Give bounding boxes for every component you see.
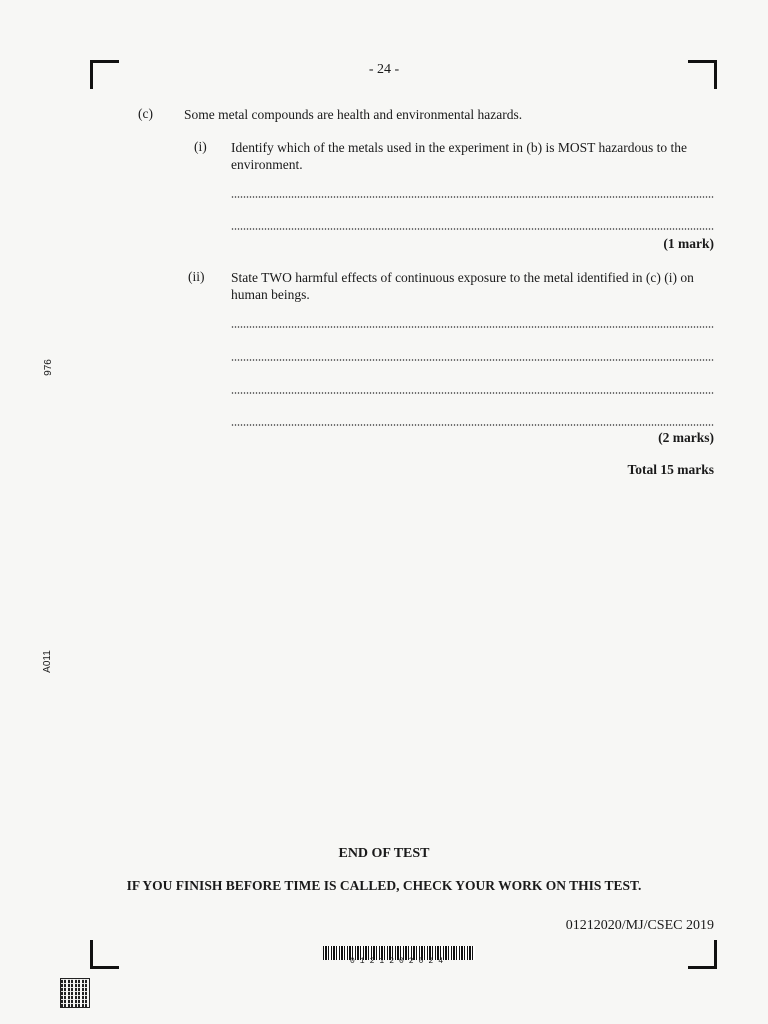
answer-line-ii-3[interactable] — [231, 392, 714, 394]
answer-line-ii-1[interactable] — [231, 326, 714, 328]
answer-line-ii-4[interactable] — [231, 424, 714, 426]
part-c-ii-label: (ii) — [188, 269, 205, 284]
part-c-label: (c) — [138, 106, 153, 121]
finish-instruction: IF YOU FINISH BEFORE TIME IS CALLED, CHECK YOUR WORK ON THIS TEST. — [126, 878, 642, 893]
part-c-i-line2: environment. — [231, 157, 303, 172]
part-c-i-line1: Identify which of the metals used in the experiment in (b) is MOST hazardous to the — [231, 140, 688, 155]
corner-mark-bottom-left — [90, 940, 119, 969]
answer-line-i-2[interactable] — [231, 228, 714, 230]
part-c-i-marks: (1 mark) — [663, 236, 714, 251]
answer-line-ii-2[interactable] — [231, 359, 714, 361]
paper-code: 01212020/MJ/CSEC 2019 — [565, 918, 714, 933]
corner-mark-bottom-right — [688, 940, 717, 969]
part-c-i-label: (i) — [194, 139, 207, 154]
side-code-top: 976 — [42, 359, 54, 376]
page-number: - 24 - — [368, 62, 400, 77]
answer-line-i-1[interactable] — [231, 196, 714, 198]
total-marks: Total 15 marks — [627, 462, 714, 477]
barcode-digits: 0121202024 — [349, 957, 448, 966]
part-c-ii-line2: human beings. — [231, 287, 310, 302]
qr-code-icon — [60, 978, 90, 1008]
part-c-stem: Some metal compounds are health and environmental hazards. — [184, 107, 523, 122]
part-c-ii-marks: (2 marks) — [658, 430, 714, 445]
part-c-ii-question — [231, 269, 721, 303]
side-code-bottom: A011 — [41, 650, 53, 673]
end-of-test-heading: END OF TEST — [338, 846, 430, 861]
part-c-i-question — [231, 139, 721, 173]
part-c-ii-line1: State TWO harmful effects of continuous exposure to the metal identified in (c) (i) on — [231, 270, 694, 285]
